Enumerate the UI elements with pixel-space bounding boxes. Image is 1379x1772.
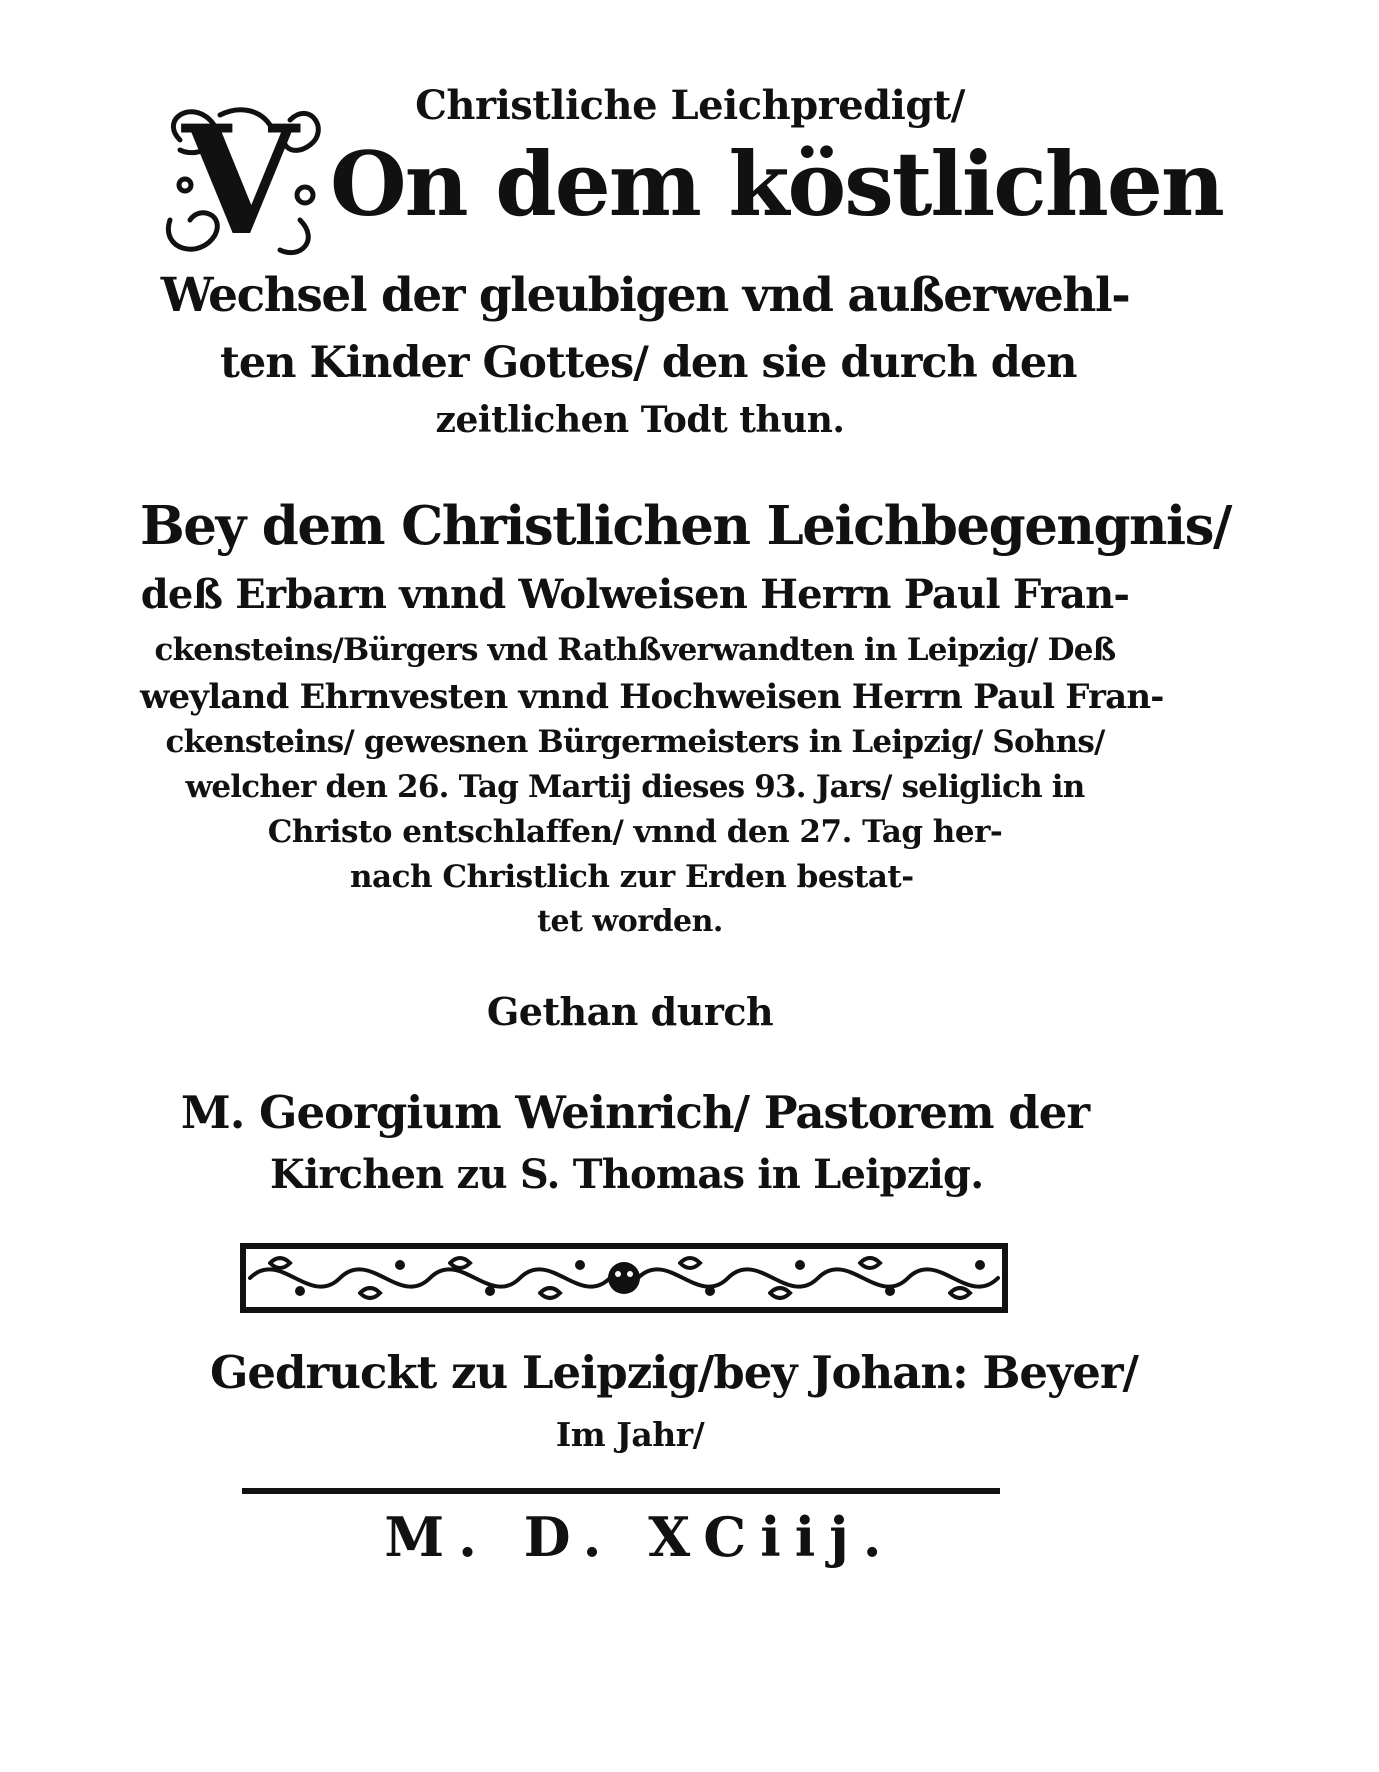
body-line-7: deß Erbarn vnnd Wolweisen Herrn Paul Fran-: [140, 571, 1130, 618]
body-line-9: weyland Ehrnvesten vnnd Hochweisen Herrn Paul Fran-: [140, 677, 1164, 717]
title-line-4: ten Kinder Gottes/ den sie durch den: [220, 338, 1077, 388]
body-line-13: nach Christlich zur Erden bestat-: [350, 859, 914, 895]
imprint-date: M. D. XCiij.: [384, 1505, 896, 1569]
imprint-year-label: Im Jahr/: [555, 1415, 705, 1454]
author-name: M. Georgium Weinrich/ Pastorem der: [180, 1086, 1090, 1139]
initial-letter: V: [182, 93, 299, 269]
body-line-8: ckensteins/Bürgers vnd Rathßverwandten in Leipzig/ Deß: [154, 632, 1116, 668]
body-line-11: welcher den 26. Tag Martij dieses 93. Jars/ seliglich in: [185, 769, 1085, 805]
title-line-3: Wechsel der gleubigen vnd außerwehl-: [160, 268, 1130, 323]
body-line-12: Christo entschlaffen/ vnnd den 27. Tag her-: [267, 814, 1003, 850]
title-large: On dem köstlichen: [330, 132, 1223, 236]
body-line-10: ckensteins/ gewesnen Bürgermeisters in Leipzig/ Sohns/: [165, 724, 1105, 760]
decorated-initial: [160, 93, 330, 269]
imprint-line: Gedruckt zu Leipzig/bey Johan: Beyer/: [210, 1346, 1138, 1399]
ornamental-band: [240, 1243, 1008, 1313]
sub-heading: Christliche Leichpredigt/: [415, 82, 965, 129]
horizontal-rule: [242, 1488, 1000, 1494]
title-line-5: zeitlichen Todt thun.: [435, 399, 845, 441]
body-line-14: tet worden.: [537, 904, 723, 939]
author-position: Kirchen zu S. Thomas in Leipzig.: [270, 1151, 984, 1198]
occasion-heading: Bey dem Christlichen Leichbegengnis/: [140, 495, 1231, 557]
author-intro: Gethan durch: [486, 989, 774, 1034]
